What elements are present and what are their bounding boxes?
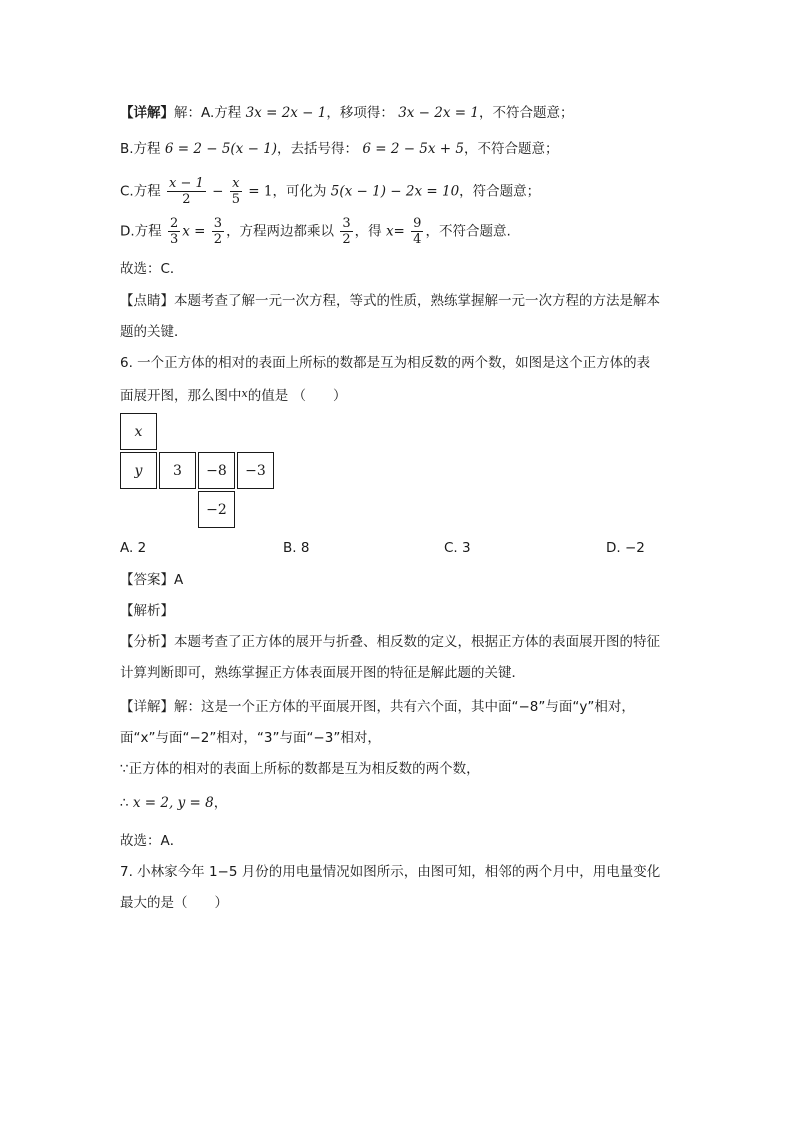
q6-fenxi-2: 计算判断即可，熟练掌握正方体表面展开图的特征是解此题的关键． (120, 665, 525, 681)
c-fraction-1: $\frac{x - 1}{2}$ (169, 176, 204, 207)
q6-stem-2: 面展开图，那么图中$^x$的值是 （ ） (120, 387, 347, 404)
net-cell-3: 3 (159, 452, 196, 489)
q6-stem-1: 6. 一个正方体的相对的表面上所标的数都是互为相反数的两个数，如图是这个正方体的表 (120, 355, 651, 371)
q5-dianjing-1: 【点睛】本题考查了解一元一次方程，等式的性质，熟练掌握解一元一次方程的方法是解本 (120, 293, 660, 309)
option-c: C. 3 (444, 540, 471, 556)
q6-jiexi: 【解析】 (120, 603, 174, 619)
q5-line-b: B.方程 6 = 2 − 5(x − 1)，去括号得： 6 = 2 − 5x + 5，不符合题意； (120, 141, 559, 157)
d-fraction-1: $\frac{2}{3}$ (169, 216, 179, 247)
d-fraction-3: $\frac{3}{2}$ (342, 216, 351, 247)
b-equation: 6 = 2 − 5(x − 1) (164, 141, 278, 157)
net-cell-x: x (120, 413, 157, 450)
q6-choice: 故选：A． (120, 833, 184, 849)
q5-dianjing-2: 题的关键． (120, 324, 188, 340)
c-fraction-2: $\frac{x}{5}$ (231, 176, 240, 207)
q6-fenxi-1: 【分析】本题考查了正方体的展开与折叠、相反数的定义，根据正方体的表面展开图的特征 (120, 634, 660, 650)
option-d: D. −2 (606, 540, 645, 556)
q6-because: ∵正方体的相对的表面上所标的数都是互为相反数的两个数， (120, 761, 480, 777)
net-cell-neg3: −3 (237, 452, 274, 489)
q5-line-d: D.方程 $\frac{2}{3}$ x = $\frac{3}{2}$ ，方程两边都乘以 $\frac{3}{2}$ ，得 x= $\frac{9}{4}$ ，不符合题意. (120, 216, 511, 247)
q5-line-c: C.方程 $\frac{x - 1}{2}$ − $\frac{x}{5}$ = 1，可化为 5(x − 1) − 2x = 10，符合题意； (120, 176, 541, 207)
d-fraction-4: $\frac{9}{4}$ (413, 216, 422, 247)
cube-net-figure (120, 413, 276, 529)
net-cell-y: y (120, 452, 157, 489)
option-b: B. 8 (283, 540, 310, 556)
b-equation-expanded: 6 = 2 − 5x + 5 (362, 141, 464, 157)
net-cell-neg8: −8 (198, 452, 235, 489)
option-a: A. 2 (120, 540, 147, 556)
q6-therefore: ∴ x = 2, y = 8， (120, 795, 228, 811)
q7-stem-1: 7. 小林家今年 1−5 月份的用电量情况如图所示，由图可知，相邻的两个月中，用电量变化 (120, 864, 661, 880)
q5-choice: 故选：C． (120, 261, 184, 277)
c-equation-simplified: 5(x − 1) − 2x = 10 (330, 183, 460, 200)
q6-xiangjie-1: 【详解】解：这是一个正方体的平面展开图，共有六个面，其中面“−8”与面“y”相对， (120, 699, 635, 715)
q6-xiangjie-2: 面“x”与面“−2”相对，“3”与面“−3”相对， (120, 730, 381, 746)
d-fraction-2: $\frac{3}{2}$ (213, 216, 223, 247)
q6-answer: 【答案】A (120, 572, 184, 588)
a-equation: 3x = 2x − 1 (245, 105, 327, 121)
q5-line-a: 【详解】解：A.方程 3x = 2x − 1，移项得： 3x − 2x = 1，不符合题意； (120, 105, 574, 121)
q7-stem-2: 最大的是（ ） (120, 895, 228, 911)
a-equation-moved: 3x − 2x = 1 (398, 105, 479, 121)
net-cell-neg2: −2 (198, 491, 235, 528)
